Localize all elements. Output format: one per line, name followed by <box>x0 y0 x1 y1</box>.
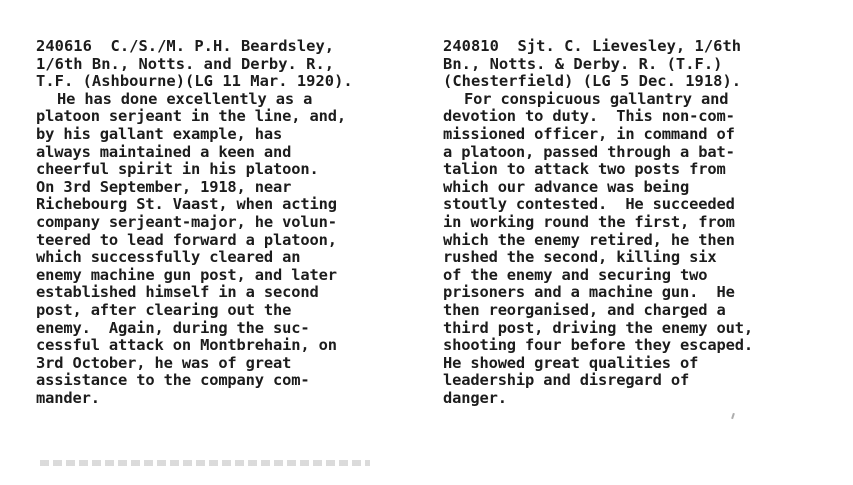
citation-header <box>36 38 426 91</box>
citation-body <box>36 91 426 408</box>
body-line: teered to lead forward a platoon, <box>36 230 337 249</box>
body-line: Richebourg St. Vaast, when acting <box>36 195 337 214</box>
body-line: cessful attack on Montbrehain, on <box>36 336 337 355</box>
body-line: For conspicuous gallantry and <box>464 89 729 108</box>
body-line: missioned officer, in command of <box>443 124 735 143</box>
body-line: mander. <box>36 388 100 407</box>
body-line: of the enemy and securing two <box>443 265 708 284</box>
citation-right <box>443 38 843 407</box>
body-line: which the enemy retired, he then <box>443 230 735 249</box>
body-line: which successfully cleared an <box>36 248 301 267</box>
body-line: third post, driving the enemy out, <box>443 318 753 337</box>
header-line: Bn., Notts. & Derby. R. (T.F.) <box>443 54 723 73</box>
body-line: shooting four before they escaped. <box>443 336 753 355</box>
citation-body <box>443 91 843 408</box>
body-line: enemy. Again, during the suc- <box>36 318 310 337</box>
header-line: 240616 C./S./M. P.H. Beardsley, <box>36 37 335 55</box>
body-line: then reorganised, and charged a <box>443 300 726 319</box>
body-line: in working round the first, from <box>443 212 735 231</box>
body-line: leadership and disregard of <box>443 371 690 390</box>
body-line: On 3rd September, 1918, near <box>36 177 292 196</box>
body-line: stoutly contested. He succeeded <box>443 195 735 214</box>
body-line: platoon serjeant in the line, and, <box>36 107 346 126</box>
body-line: assistance to the company com- <box>36 371 310 390</box>
body-line: established himself in a second <box>36 283 319 302</box>
body-line: prisoners and a machine gun. He <box>443 283 735 302</box>
header-line: (Chesterfield) (LG 5 Dec. 1918). <box>443 72 742 91</box>
scan-speck <box>731 413 735 419</box>
body-line: a platoon, passed through a bat- <box>443 142 735 161</box>
citation-left <box>36 38 426 407</box>
body-line: post, after clearing out the <box>36 300 292 319</box>
body-line: He showed great qualities of <box>443 353 699 372</box>
body-line: company serjeant-major, he volun- <box>36 212 337 231</box>
header-line: T.F. (Ashbourne)(LG 11 Mar. 1920). <box>36 72 353 91</box>
scan-artifact <box>40 460 370 466</box>
body-line: 3rd October, he was of great <box>36 353 292 372</box>
citation-header <box>443 38 843 91</box>
body-line: rushed the second, killing six <box>443 248 717 267</box>
body-line: which our advance was being <box>443 177 690 196</box>
body-line: enemy machine gun post, and later <box>36 265 337 284</box>
body-line: devotion to duty. This non-com- <box>443 107 735 126</box>
header-line: 1/6th Bn., Notts. and Derby. R., <box>36 54 335 73</box>
body-line: talion to attack two posts from <box>443 160 726 179</box>
body-line: always maintained a keen and <box>36 142 292 161</box>
body-line: He has done excellently as a <box>57 89 313 108</box>
body-line: danger. <box>443 388 507 407</box>
body-line: cheerful spirit in his platoon. <box>36 160 319 179</box>
header-line: 240810 Sjt. C. Lievesley, 1/6th <box>443 37 742 55</box>
body-line: by his gallant example, has <box>36 124 283 143</box>
